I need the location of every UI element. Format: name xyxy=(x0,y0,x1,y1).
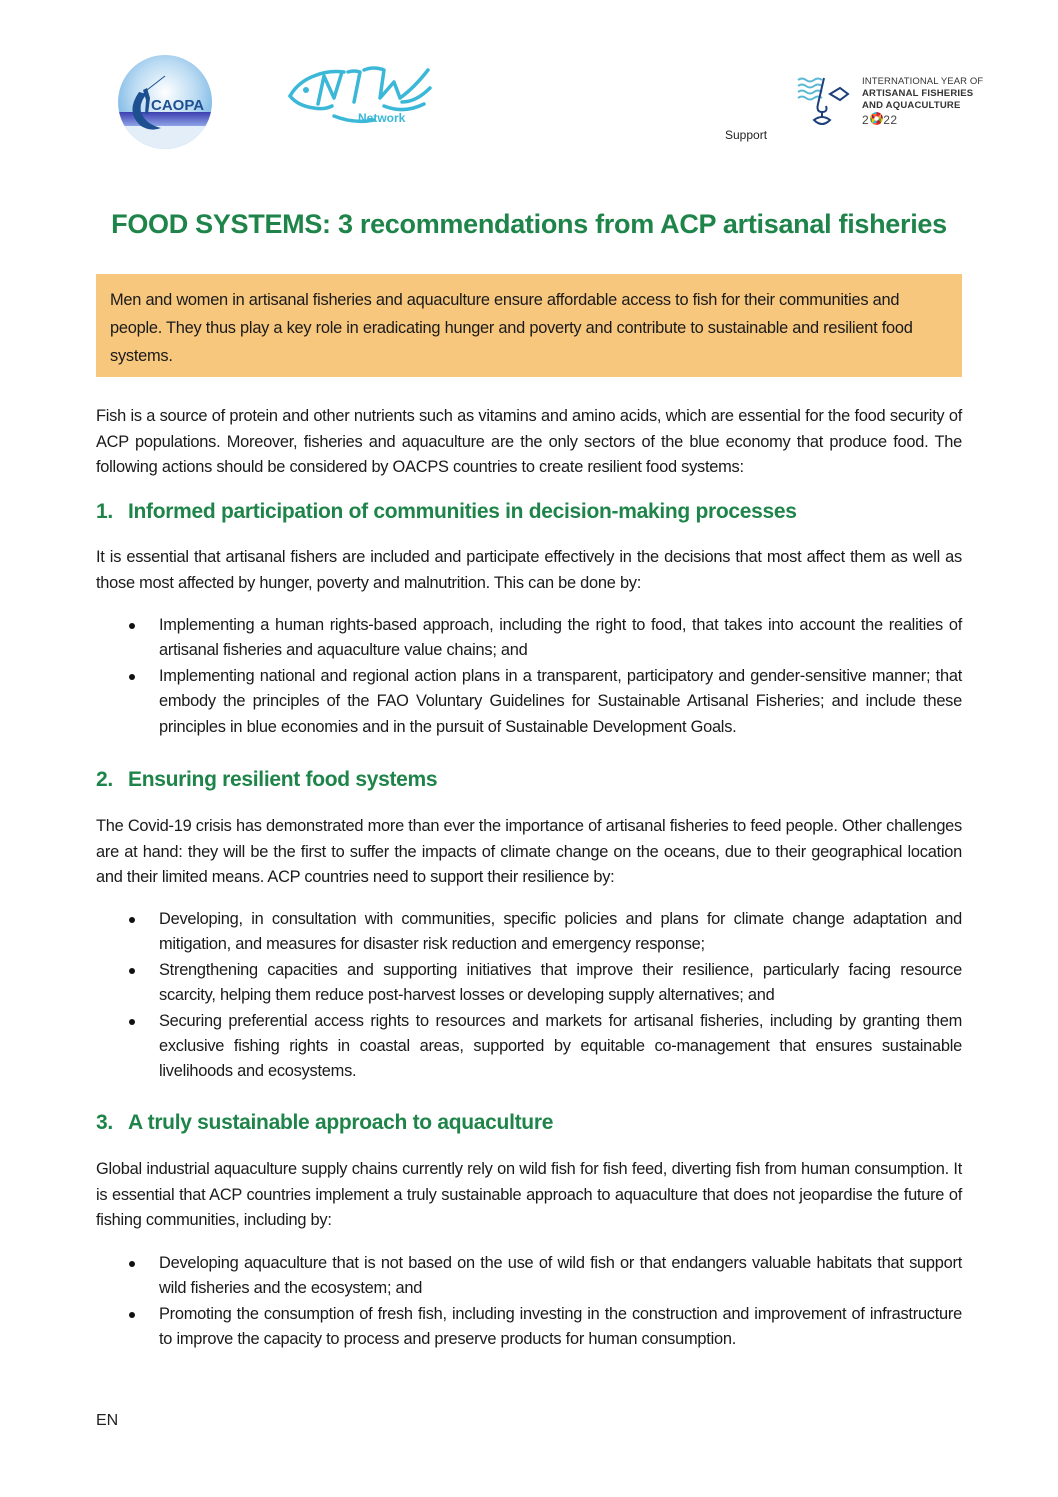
sdg-wheel-icon xyxy=(870,112,883,125)
fish-logo-icon xyxy=(284,58,434,130)
bullet-icon xyxy=(129,1261,135,1267)
svg-text:Network: Network xyxy=(358,111,406,125)
support-label: Support xyxy=(725,128,768,142)
caopa-logo-icon xyxy=(117,54,213,150)
section-2-paragraph: The Covid-19 crisis has demonstrated more than ever the importance of artisanal fisheries to feed people. Other challenges are at hand: they will be the first to suffer the impacts of climate change on the oceans, due to their geographical location and their limited means. ACP countries need to support their resilience by: xyxy=(96,817,962,887)
section-1-bullets xyxy=(96,613,962,740)
wave-face-icon xyxy=(796,74,858,134)
caopa-logo xyxy=(117,54,213,150)
list-item: Strengthening capacities and supporting initiatives that improve their resilience, particularly facing resource scarcity, helping them reduce post-harvest losses or developing supply alternatives; and xyxy=(96,958,962,1009)
callout-text: Men and women in artisanal fisheries and aquaculture ensure affordable access to fish for their communities and people. They thus play a key role in eradicating hunger and poverty and contribute to sustainable and resilient food systems. xyxy=(110,291,913,365)
summary-callout xyxy=(96,274,962,377)
iyafa-2022-logo xyxy=(796,74,984,134)
bullet-icon xyxy=(129,917,135,923)
iyafa-text: INTERNATIONAL YEAR OF ARTISANAL FISHERIES AND AQUACULTURE 2 22 xyxy=(862,76,984,127)
intro-paragraph: Fish is a source of protein and other nutrients such as vitamins and amino acids, which are essential for the food security of ACP populations. Moreover, fisheries and aquaculture are the only sectors of the blue economy that produce food. The following actions should be considered by OACPS countries to create resilient food systems: xyxy=(96,407,962,477)
list-item: Implementing a human rights-based approach, including the right to food, that takes into account the realities of artisanal fisheries and aquaculture value chains; and xyxy=(96,613,962,664)
svg-text:CAOPA: CAOPA xyxy=(151,97,205,114)
page-title: FOOD SYSTEMS: 3 recommendations from ACP artisanal fisheries xyxy=(111,209,947,239)
mita-network-logo xyxy=(284,58,434,130)
section-1-heading: 1. Informed participation of communities in decision-making processes xyxy=(96,500,797,523)
list-item: Developing, in consultation with communities, specific policies and plans for climate change adaptation and mitigation, and measures for disaster risk reduction and emergency response; xyxy=(96,907,962,958)
bullet-icon xyxy=(129,1019,135,1025)
section-1-paragraph: It is essential that artisanal fishers are included and participate effectively in the decisions that most affect them as well as those most affected by hunger, poverty and malnutrition. This can be done by: xyxy=(96,548,962,592)
list-item: Promoting the consumption of fresh fish, including investing in the construction and improvement of infrastructure to improve the capacity to process and preserve products for human consumption. xyxy=(96,1302,962,1353)
section-3-bullets xyxy=(96,1251,962,1353)
section-3-heading: 3. A truly sustainable approach to aquaculture xyxy=(96,1111,554,1134)
language-label: EN xyxy=(96,1412,119,1429)
bullet-icon xyxy=(129,674,135,680)
section-2-heading: 2. Ensuring resilient food systems xyxy=(96,768,438,791)
list-item: Securing preferential access rights to resources and markets for artisanal fisheries, including by granting them exclusive fishing rights in coastal areas, supported by equitable co-management that ensures sustainable livelihoods and ecosystems. xyxy=(96,1009,962,1085)
iyafa-year: 2 22 xyxy=(862,113,898,127)
bullet-icon xyxy=(129,623,135,629)
list-item: Developing aquaculture that is not based on the use of wild fish or that endangers valuable habitats that support wild fisheries and the ecosystem; and xyxy=(96,1251,962,1302)
bullet-icon xyxy=(129,968,135,974)
list-item: Implementing national and regional action plans in a transparent, participatory and gender-sensitive manner; that embody the principles of the FAO Voluntary Guidelines for Sustainable Artisanal Fisheries; and include these principles in blue economies and in the pursuit of Sustainable Development Goals. xyxy=(96,664,962,740)
bullet-icon xyxy=(129,1312,135,1318)
section-2-bullets xyxy=(96,907,962,1085)
section-3-paragraph: Global industrial aquaculture supply chains currently rely on wild fish for fish feed, diverting fish from human consumption. It is essential that ACP countries implement a truly sustainable approach to aquaculture that does not jeopardise the future of fishing communities, including by: xyxy=(96,1160,962,1230)
